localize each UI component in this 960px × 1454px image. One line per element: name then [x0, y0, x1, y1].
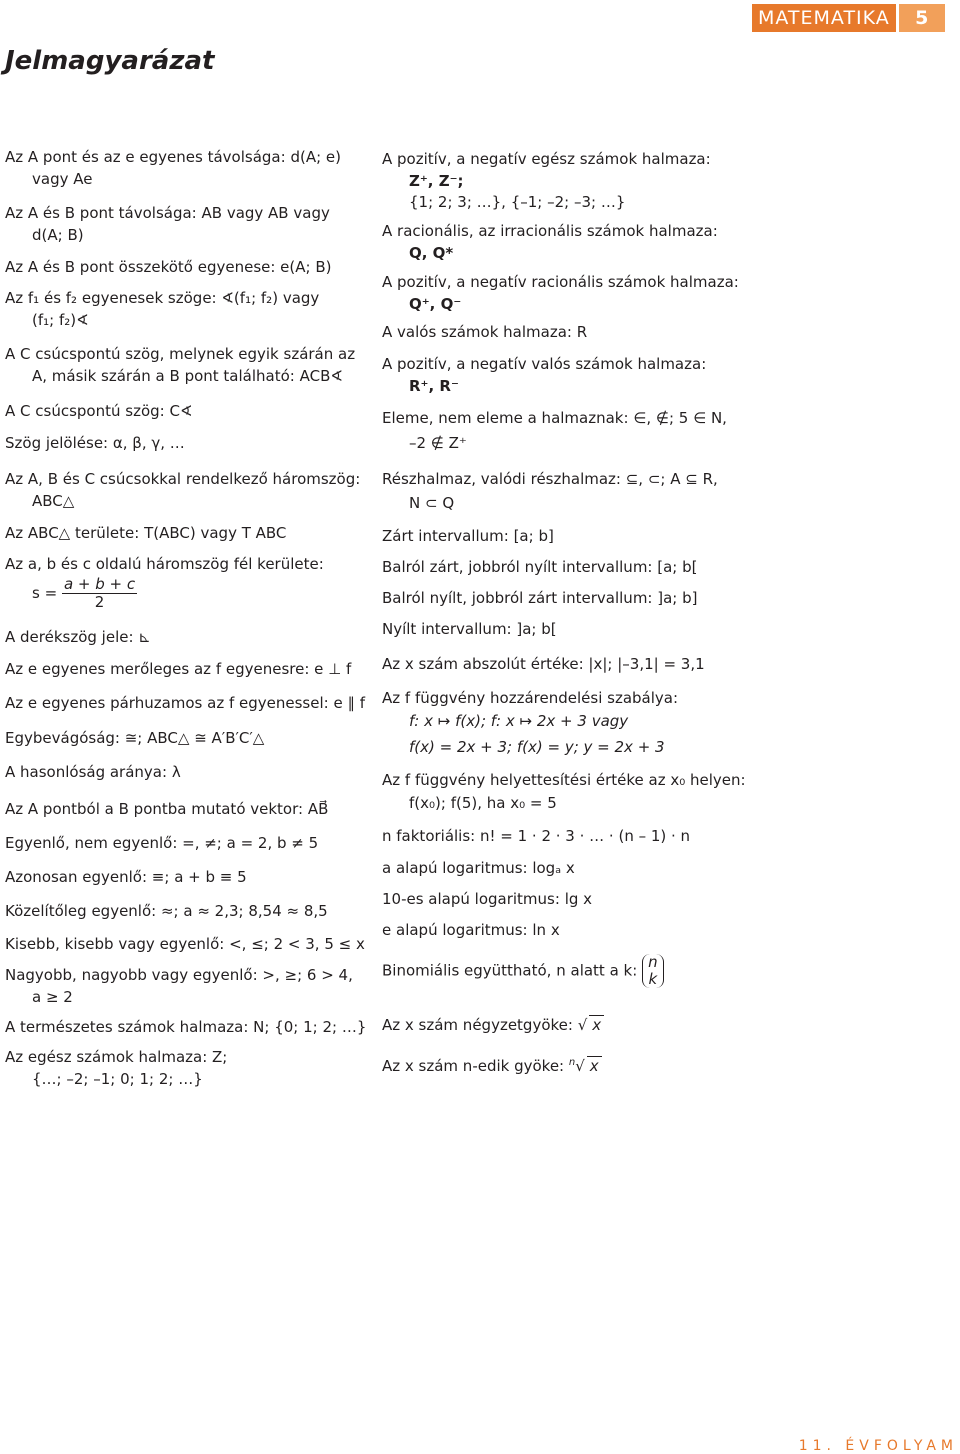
entry-binomial [382, 954, 664, 988]
entry-point-line-distance-cont: vagy Ae [32, 170, 93, 188]
entry-lines-angle-cont: (f₁; f₂)∢ [32, 311, 89, 329]
entry-function-value-cont: f(x₀); f(5), ha x₀ = 5 [409, 794, 557, 812]
entry-function-rule-ex2: f(x) = 2x + 3; f(x) = y; y = 2x + 3 [409, 738, 665, 756]
header-subject: MATEMATIKA [752, 4, 896, 32]
square-root-text: Az x szám négyzetgyöke: [382, 1016, 573, 1034]
entry-parallel: Az e egyenes párhuzamos az f egyenessel: e ∥ f [5, 694, 366, 712]
entry-vertex-angle: A C csúcspontú szög: C∢ [5, 402, 193, 420]
entry-points-distance: Az A és B pont távolsága: AB vagy AB vagy [5, 204, 330, 222]
entry-congruence: Egybevágóság: ≅; ABC△ ≅ A′B′C′△ [5, 729, 265, 747]
entry-element: Eleme, nem eleme a halmaznak: ∈, ∉; 5 ∈ N, [382, 409, 727, 427]
semi-perimeter-formula [5, 576, 137, 611]
entry-greater-cont: a ≥ 2 [32, 988, 73, 1006]
formula-lhs: s = [32, 584, 58, 602]
entry-absolute-value: Az x szám abszolút értéke: |x|; |–3,1| = 3,1 [382, 655, 705, 673]
entry-reals: A valós számok halmaza: R [382, 323, 588, 341]
entry-element-cont: –2 ∉ Z⁺ [409, 434, 467, 452]
entry-points-distance-cont: d(A; B) [32, 226, 84, 244]
entry-factorial: n faktoriális: n! = 1 · 2 · 3 · … · (n – 1) · n [382, 827, 691, 845]
entry-function-value: Az f függvény helyettesítési értéke az x₀ helyen: [382, 771, 746, 789]
entry-rational-irrational-symbols: Q, Q* [409, 244, 454, 262]
radical-sign: √ [575, 1057, 585, 1075]
entry-left-open-interval: Balról nyílt, jobbról zárt intervallum: ]a; b] [382, 589, 698, 607]
entry-angle-vertex-points-cont: A, másik szárán a B pont található: ACB∢ [32, 367, 343, 385]
entry-open-interval: Nyílt intervallum: ]a; b[ [382, 620, 557, 638]
entry-integers-pos-neg-symbols: Z⁺, Z⁻; [409, 172, 464, 190]
root-index: n [568, 1057, 576, 1068]
entry-log-10: 10-es alapú logaritmus: lg x [382, 890, 593, 908]
entry-perpendicular: Az e egyenes merőleges az f egyenesre: e ⊥ f [5, 660, 352, 678]
entry-connecting-line: Az A és B pont összekötő egyenese: e(A; B) [5, 258, 332, 276]
entry-function-rule-ex1: f: x ↦ f(x); f: x ↦ 2x + 3 vagy [409, 712, 629, 730]
entry-subset-cont: N ⊂ Q [409, 494, 455, 512]
radicand: x [589, 1015, 604, 1034]
entry-lines-angle: Az f₁ és f₂ egyenesek szöge: ∢(f₁; f₂) vagy [5, 289, 320, 307]
entry-natural-numbers: A természetes számok halmaza: N; {0; 1; 2; …} [5, 1018, 367, 1036]
entry-integers-pos-neg: A pozitív, a negatív egész számok halmaza: [382, 150, 711, 168]
entry-right-angle: A derékszög jele: ⊾ [5, 628, 151, 646]
fraction [62, 576, 137, 611]
binomial-text: Binomiális együttható, n alatt a k: [382, 961, 638, 980]
entry-subset: Részhalmaz, valódi részhalmaz: ⊆, ⊂; A ⊆ R, [382, 470, 718, 488]
entry-rational-pos-neg-symbols: Q⁺, Q⁻ [409, 295, 462, 313]
entry-left-closed-interval: Balról zárt, jobbról nyílt intervallum: [a; b[ [382, 558, 698, 576]
entry-integers: Az egész számok halmaza: Z; [5, 1048, 228, 1066]
entry-greater: Nagyobb, nagyobb vagy egyenlő: >, ≥; 6 > 4, [5, 966, 353, 984]
entry-reals-pos-neg-symbols: R⁺, R⁻ [409, 377, 459, 395]
entry-angle-vertex-points: A C csúcspontú szög, melynek egyik szárán az [5, 345, 356, 363]
entry-log-a: a alapú logaritmus: logₐ x [382, 859, 575, 877]
entry-reals-pos-neg: A pozitív, a negatív valós számok halmaza: [382, 355, 707, 373]
binomial-bottom: k [648, 970, 658, 988]
entry-point-line-distance: Az A pont és az e egyenes távolsága: d(A; e) [5, 148, 341, 166]
entry-angle-notation: Szög jelölése: α, β, γ, … [5, 434, 185, 452]
radical-sign: √ [577, 1016, 588, 1034]
entry-closed-interval: Zárt intervallum: [a; b] [382, 527, 554, 545]
fraction-denominator: 2 [94, 593, 105, 611]
entry-approx: Közelítőleg egyenlő: ≈; a ≈ 2,3; 8,54 ≈ 8,5 [5, 902, 328, 920]
entry-rational-irrational: A racionális, az irracionális számok halmaza: [382, 222, 718, 240]
entry-square-root [382, 1014, 604, 1036]
entry-integers-pos-neg-sets: {1; 2; 3; …}, {–1; –2; –3; …} [409, 193, 626, 211]
entry-integers-cont: {…; –2; –1; 0; 1; 2; …} [32, 1070, 203, 1088]
entry-function-rule: Az f függvény hozzárendelési szabálya: [382, 689, 679, 707]
page-title: Jelmagyarázat [5, 46, 215, 76]
nth-root-text: Az x szám n-edik gyöke: [382, 1057, 565, 1075]
entry-similarity-ratio: A hasonlóság aránya: λ [5, 763, 181, 781]
entry-triangle-area: Az ABC△ területe: T(ABC) vagy T ABC [5, 524, 287, 542]
entry-triangle: Az A, B és C csúcsokkal rendelkező háromszög: [5, 470, 361, 488]
fraction-numerator: a + b + c [63, 575, 136, 593]
entry-less: Kisebb, kisebb vagy egyenlő: <, ≤; 2 < 3, 5 ≤ x [5, 935, 365, 953]
entry-semi-perimeter: Az a, b és c oldalú háromszög fél kerülete: [5, 555, 324, 573]
page-number: 5 [899, 4, 945, 32]
footer-grade: 11. ÉVFOLYAM [798, 1438, 958, 1454]
entry-log-e: e alapú logaritmus: ln x [382, 921, 560, 939]
entry-equal: Egyenlő, nem egyenlő: =, ≠; a = 2, b ≠ 5 [5, 834, 319, 852]
entry-nth-root [382, 1052, 602, 1077]
entry-vector: Az A pontból a B pontba mutató vektor: AB⃗ [5, 800, 329, 818]
header-band [752, 4, 945, 32]
binomial-top: n [648, 953, 658, 971]
entry-identical: Azonosan egyenlő: ≡; a + b ≡ 5 [5, 868, 247, 886]
binomial-symbol [642, 954, 664, 988]
radicand: x [587, 1056, 602, 1075]
entry-triangle-cont: ABC△ [32, 492, 75, 510]
entry-rational-pos-neg: A pozitív, a negatív racionális számok halmaza: [382, 273, 739, 291]
